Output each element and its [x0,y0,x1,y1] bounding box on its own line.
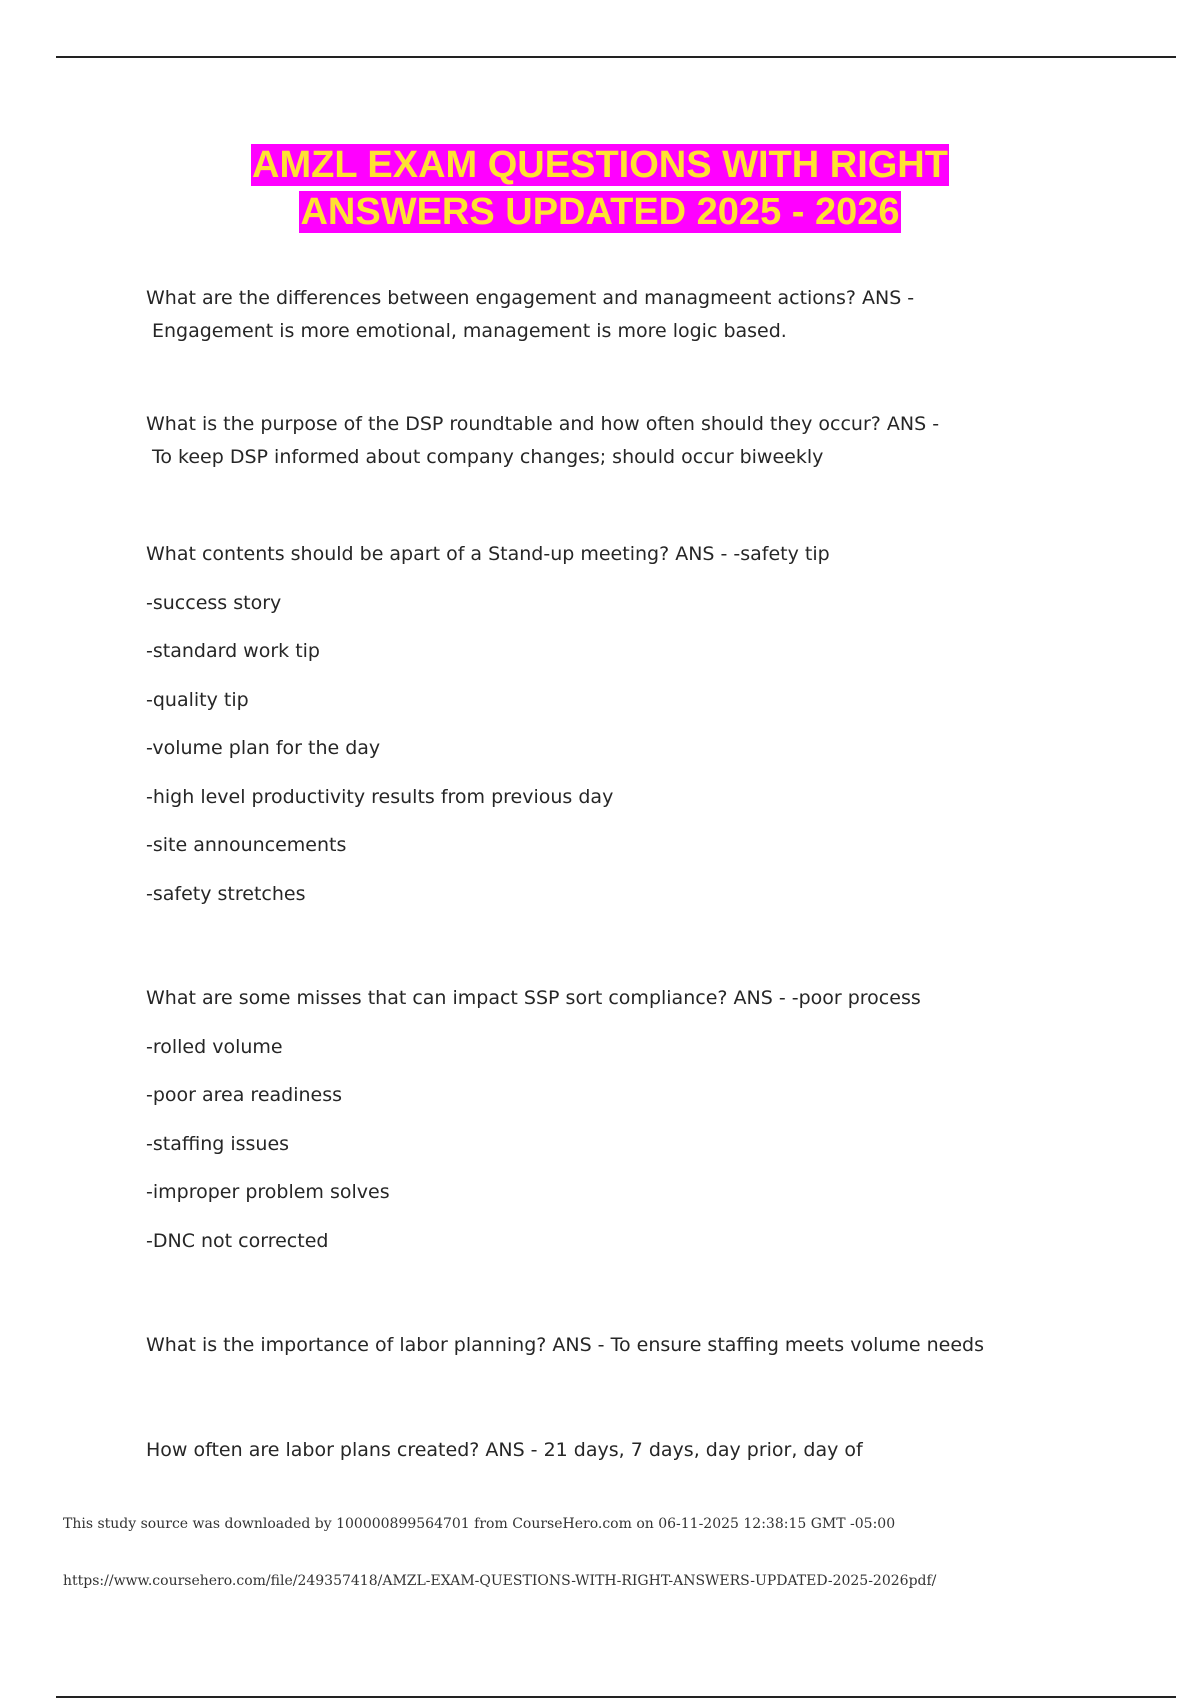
title-line-1: AMZL EXAM QUESTIONS WITH RIGHT [252,144,948,186]
answer-list-item: -high level productivity results from previous day [146,785,614,808]
bottom-rule [56,1696,1176,1698]
qa-item [146,408,1046,474]
qa-item [146,974,1046,1265]
question-text: What contents should be apart of a Stand-up meeting? ANS - -safety tip [146,543,830,565]
qa-item [146,1426,1046,1475]
qa-item [146,530,1046,918]
question-text: What are some misses that can impact SSP sort compliance? ANS - -poor process [146,987,921,1009]
answer-list-item: -success story [146,591,282,614]
answer-list-item: -safety stretches [146,882,306,905]
question-text: How often are labor plans created? ANS - 21 days, 7 days, day prior, day of [146,1438,863,1461]
download-note: This study source was downloaded by 100000899564701 from CourseHero.com on 06-11-2025 12:38:15 GMT -05:00 [63,1516,896,1532]
title-line-2: ANSWERS UPDATED 2025 - 2026 [300,191,900,233]
answer-list-item: -DNC not corrected [146,1229,329,1252]
question-text: What is the purpose of the DSP roundtable and how often should they occur? ANS - [146,413,940,435]
question-text: What is the importance of labor planning? ANS - To ensure staffing meets volume needs [146,1334,985,1356]
answer-list-item: -staffing issues [146,1132,290,1155]
answer-list-item: -improper problem solves [146,1181,390,1203]
answer-list-item: -site announcements [146,834,347,856]
answer-list-item: -rolled volume [146,1035,283,1058]
document-title [0,142,1200,236]
answer-text: Engagement is more emotional, management is more logic based. [152,320,787,342]
answer-list-item: -quality tip [146,688,249,711]
answer-list-item: -standard work tip [146,640,320,662]
question-text: What are the differences between engagement and managmeent actions? ANS - [146,287,915,309]
qa-item [146,282,1046,348]
answer-list-item: -poor area readiness [146,1084,343,1106]
answer-list-item: -volume plan for the day [146,737,381,759]
answer-text: To keep DSP informed about company changes; should occur biweekly [152,446,824,468]
qa-list [146,282,1046,1474]
source-url[interactable]: https://www.coursehero.com/file/249357418/AMZL-EXAM-QUESTIONS-WITH-RIGHT-ANSWERS-UPDATED-2025-2026pdf/ [63,1573,937,1589]
top-rule [56,56,1176,58]
qa-item [146,1321,1046,1370]
